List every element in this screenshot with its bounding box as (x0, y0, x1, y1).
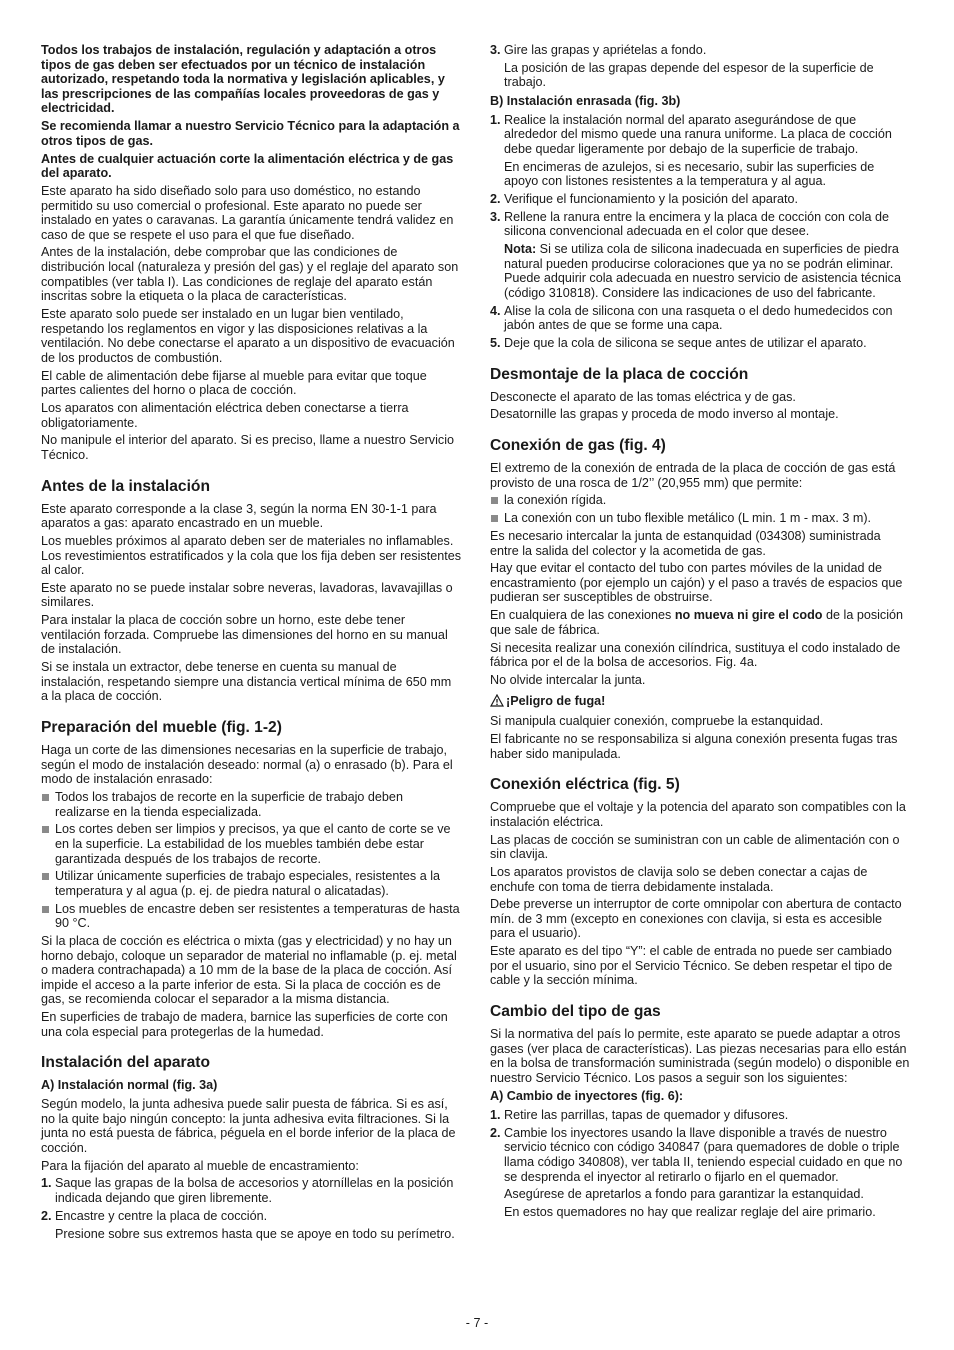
step-continuation: En encimeras de azulejos, si es necesario, subir las superficies de apoyo con listones resistentes a la temperatura y al agua. (504, 159, 875, 189)
step-number: 2. (41, 1208, 52, 1223)
instalacion-paragraph: Según modelo, la junta adhesiva puede salir puesta de fábrica. Si es así, no la quite bajo ningún concepto: la junta adhesiva evita filtraciones. Si la junta no está puesta de fábrica, péguela en el borde inferior de la placa de cocción. (41, 1097, 456, 1155)
step-text: Verifique el funcionamiento y la posición del aparato. (504, 191, 799, 206)
numbered-step (490, 304, 910, 333)
heading-desmontaje: Desmontaje de la placa de cocción (490, 365, 749, 383)
gas-paragraph (490, 608, 910, 637)
warning-line (490, 694, 910, 709)
step-number: 2. (490, 1125, 501, 1140)
numbered-step (490, 1108, 910, 1123)
heading-conexion-electrica: Conexión eléctrica (fig. 5) (490, 776, 680, 794)
subheading-cambio-inyectores: A) Cambio de inyectores (fig. 6): (490, 1089, 684, 1104)
step-continuation: Asegúrese de apretarlos a fondo para garantizar la estanquidad. (504, 1187, 864, 1202)
note-paragraph (490, 242, 910, 300)
numbered-step (41, 1209, 461, 1224)
gas-paragraph: Es necesario intercalar la junta de estanquidad (034308) suministrada entre la salida del colector y la acometida de gas. (490, 528, 881, 558)
step-continuation: En estos quemadores no hay que realizar reglaje del aire primario. (504, 1205, 876, 1220)
subheading-instalacion-enrasada: B) Instalación enrasada (fig. 3b) (490, 93, 681, 108)
electrica-paragraph: Este aparato es del tipo “Y”: el cable de entrada no puede ser cambiado por el usuario, sino por el Servicio Técnico. Se deben respetar el tipo de cable y la sección mínima. (490, 944, 893, 988)
warning-text: ¡Peligro de fuga! (506, 693, 606, 708)
heading-antes-instalacion: Antes de la instalación (41, 477, 210, 495)
step-number: 2. (490, 191, 501, 206)
heading-instalacion-aparato: Instalación del aparato (41, 1054, 210, 1072)
intro-cut-supply: Antes de cualquier actuación corte la alimentación eléctrica y de gas del aparato. (41, 151, 454, 181)
electrica-paragraph: Los aparatos provistos de clavija solo se deben conectar a cajas de enchufe con toma de tierra debidamente instalada. (490, 864, 868, 894)
subheading-instalacion-normal: A) Instalación normal (fig. 3a) (41, 1078, 218, 1093)
bullet-item: Utilizar únicamente superficies de trabajo especiales, resistentes a la temperatura y al agua (p. ej. de piedra natural o alicatadas). (41, 869, 461, 898)
numbered-step (490, 192, 910, 207)
step-number: 1. (490, 1108, 501, 1122)
step-text: Realice la instalación normal del aparato asegurándose de que alrededor del mismo quede una ranura uniforme. La placa de cocción debe quedar ligeramente por debajo de la superficie de trabajo. (504, 112, 892, 156)
bullet-item: Los muebles de encastre deben ser resistentes a temperaturas de hasta 90 °C. (41, 902, 461, 931)
bullet-item: La conexión con un tubo flexible metálico (L min. 1 m - max. 3 m). (490, 511, 910, 526)
numbered-step (490, 210, 910, 239)
bullet-item: Todos los trabajos de recorte en la superficie de trabajo deben realizarse en la tienda especializada. (41, 790, 461, 819)
step-text: Alise la cola de silicona con una rasqueta o el dedo humedecidos con jabón antes de que se forme una capa. (504, 303, 893, 333)
intro-paragraph: No manipule el interior del aparato. Si es preciso, llame a nuestro Servicio Técnico. (41, 433, 454, 462)
step-number: 4. (490, 303, 501, 318)
intro-recommend-service: Se recomienda llamar a nuestro Servicio Técnico para la adaptación a otros tipos de gas. (41, 119, 460, 148)
numbered-step (490, 1126, 910, 1184)
step-text: Saque las grapas de la bolsa de accesorios y atorníllelas en la posición indicada dejando que giren libremente. (55, 1176, 454, 1205)
electrica-paragraph: Las placas de cocción se suministran con un cable de alimentación con o sin clavija. (490, 832, 900, 862)
electrica-paragraph: Compruebe que el voltaje y la potencia del aparato son compatibles con la instalación eléctrica. (490, 800, 906, 829)
step-number: 3. (490, 43, 501, 57)
intro-paragraph: El cable de alimentación debe fijarse al mueble para evitar que toque partes calientes del horno o placa de cocción. (41, 368, 427, 398)
text-run: En cualquiera de las conexiones (490, 608, 675, 623)
numbered-step (41, 1176, 461, 1205)
step-text: Rellene la ranura entre la encimera y la placa de cocción con cola de silicona convencional adecuada en el color que desee. (504, 209, 890, 239)
note-label: Nota: (504, 242, 537, 257)
intro-paragraph: Este aparato ha sido diseñado solo para uso doméstico, no estando permitido su uso comercial o profesional. Este aparato no puede ser instalado en yates o caravanas. La garantía únicamente tendrá validez en caso de que se respete el uso para el que fue diseñado. (41, 183, 454, 242)
desmontaje-paragraph: Desatornille las grapas y proceda de modo inverso al montaje. (490, 407, 839, 422)
step-text: Encastre y centre la placa de cocción. (55, 1208, 268, 1223)
step-text: Retire las parrillas, tapas de quemador y difusores. (504, 1108, 789, 1122)
intro-warning-installer: Todos los trabajos de instalación, regulación y adaptación a otros tipos de gas deben ser efectuados por un técnico de instalación autorizado, respetando toda la normativa y legislación aplicables, y las prescripciones de las compañías locales proveedoras de gas y electricidad. (41, 43, 445, 116)
gas-paragraph: Hay que evitar el contacto del tubo con partes móviles de la unidad de encastramiento (por ejemplo un cajón) y el paso a través de espacios que pudieran ser susceptibles de obstruirse. (490, 561, 903, 605)
step-number: 3. (490, 209, 501, 224)
numbered-step (490, 43, 910, 58)
preparacion-paragraph: Si la placa de cocción es eléctrica o mixta (gas y electricidad) y no hay un horno debajo, coloque un separador de material no inflamable (p. ej. metal o madera contrachapada) a 10 mm de la base de la placa de cocción. Así impide el acceso a la parte inferior de esta. Si la placa de cocción es de gas, se recomienda colocar el separador a la misma distancia. (41, 934, 457, 1007)
gas-paragraph: Si manipula cualquier conexión, compruebe la estanquidad. (490, 714, 824, 729)
preparacion-paragraph: Haga un corte de las dimensiones necesarias en la superficie de trabajo, según el modo de instalación deseado: normal (a) o enrasado (b). Para el modo de instalación enrasado: (41, 743, 453, 787)
heading-preparacion-mueble: Preparación del mueble (fig. 1-2) (41, 719, 282, 736)
step-number: 5. (490, 336, 501, 350)
step-continuation: Presione sobre sus extremos hasta que se apoye en todo su perímetro. (55, 1226, 455, 1241)
antes-paragraph: Si se instala un extractor, debe tenerse en cuenta su manual de instalación, respetando siempre una distancia vertical mínima de 650 mm a la placa de cocción. (41, 660, 452, 704)
desmontaje-paragraph: Desconecte el aparato de las tomas eléctrica y de gas. (490, 389, 796, 404)
step-continuation: La posición de las grapas depende del espesor de la superficie de trabajo. (504, 60, 874, 90)
left-column (41, 43, 461, 1244)
page-number: - 7 - (465, 1316, 489, 1330)
emphasis-text: no mueva ni gire el codo (674, 608, 823, 623)
numbered-step (490, 113, 910, 157)
electrica-paragraph: Debe preverse un interruptor de corte omnipolar con abertura de contacto mín. de 3 mm (excepto en conexiones con clavija, si esta es accesible para el usuario). (490, 897, 902, 941)
intro-paragraph: Antes de la instalación, debe comprobar que las condiciones de distribución local (naturaleza y presión del gas) y el reglaje del aparato son compatibles (ver tabla I). Las condiciones de reglaje del aparato están inscritas sobre la etiqueta o la placa de características. (41, 245, 459, 304)
right-column (490, 43, 910, 1223)
instalacion-paragraph: Para la fijación del aparato al mueble de encastramiento: (41, 1158, 359, 1173)
step-text: Gire las grapas y apriételas a fondo. (504, 43, 707, 57)
bullet-item: Los cortes deben ser limpios y precisos, ya que el canto de corte se ve en la superficie. La estabilidad de los muebles también debe estar garantizada después de los trabajos de recorte. (41, 822, 461, 866)
heading-cambio-gas: Cambio del tipo de gas (490, 1003, 661, 1021)
text-run: de la posición que sale de fábrica. (490, 608, 904, 637)
step-number: 1. (490, 112, 501, 127)
preparacion-paragraph: En superficies de trabajo de madera, barnice las superficies de corte con una cola especial para protegerlas de la humedad. (41, 1010, 448, 1039)
gas-paragraph: El extremo de la conexión de entrada de la placa de cocción de gas está provisto de una rosca de 1/2’’ (20,955 mm) que permite: (490, 460, 896, 490)
intro-paragraph: Los aparatos con alimentación eléctrica deben conectarse a tierra obligatoriamente. (41, 400, 409, 430)
step-text: Cambie los inyectores usando la llave disponible a través de nuestro servicio técnico con código 340847 (para quemadores de doble o triple llama código 340808), ver tabla II, teniendo especial cuidado en que no se desprenda el inyector al retirarlo o fijarlo en el quemador. (504, 1125, 903, 1184)
step-text: Deje que la cola de silicona se seque antes de utilizar el aparato. (504, 336, 867, 350)
gas-paragraph: El fabricante no se responsabiliza si alguna conexión presenta fugas tras haber sido manipulada. (490, 731, 898, 761)
gas-paragraph: No olvide intercalar la junta. (490, 673, 646, 687)
bullet-item: la conexión rígida. (490, 493, 910, 508)
intro-paragraph: Este aparato solo puede ser instalado en un lugar bien ventilado, respetando los reglamentos en vigor y las disposiciones relativas a la ventilación. No debe conectarse el aparato a un dispositivo de evacuación de los productos de combustión. (41, 307, 455, 365)
gas-paragraph: Si necesita realizar una conexión cilíndrica, sustituya el codo instalado de fábrica por el de la bolsa de accesorios. Fig. 4a. (490, 640, 901, 670)
step-number: 1. (41, 1176, 52, 1191)
antes-paragraph: Este aparato no se puede instalar sobre neveras, lavadoras, lavavajillas o similares. (41, 580, 453, 610)
cambio-paragraph: Si la normativa del país lo permite, este aparato se puede adaptar a otros gases (ver placa de características). Las piezas necesarias para ello están en la bolsa de transformación suministrada (según modelo) o disponible en nuestro Servicio Técnico. Los pasos a seguir son los siguientes: (490, 1027, 910, 1085)
numbered-step (490, 336, 910, 351)
antes-paragraph: Para instalar la placa de cocción sobre un horno, este debe tener ventilación forzada. Compruebe las dimensiones del horno en su manual de instalación. (41, 613, 448, 657)
antes-paragraph: Los muebles próximos al aparato deben ser de materiales no inflamables. Los revestimientos estratificados y la cola que los fija deben ser resistentes al calor. (41, 533, 462, 578)
heading-conexion-gas: Conexión de gas (fig. 4) (490, 436, 666, 454)
antes-paragraph: Este aparato corresponde a la clase 3, según la norma EN 30-1-1 para aparatos a gas: aparato encastrado en un mueble. (41, 501, 437, 531)
note-text: Si se utiliza cola de silicona inadecuada en superficies de piedra natural pueden producirse coloraciones que ya no se podrán eliminar. Puede adquirir cola adecuada en nuestro servicio de asistencia técnica (código 310818). Considere las indicaciones de uso del fabricante. (504, 242, 901, 300)
warning-triangle-icon (490, 694, 504, 707)
